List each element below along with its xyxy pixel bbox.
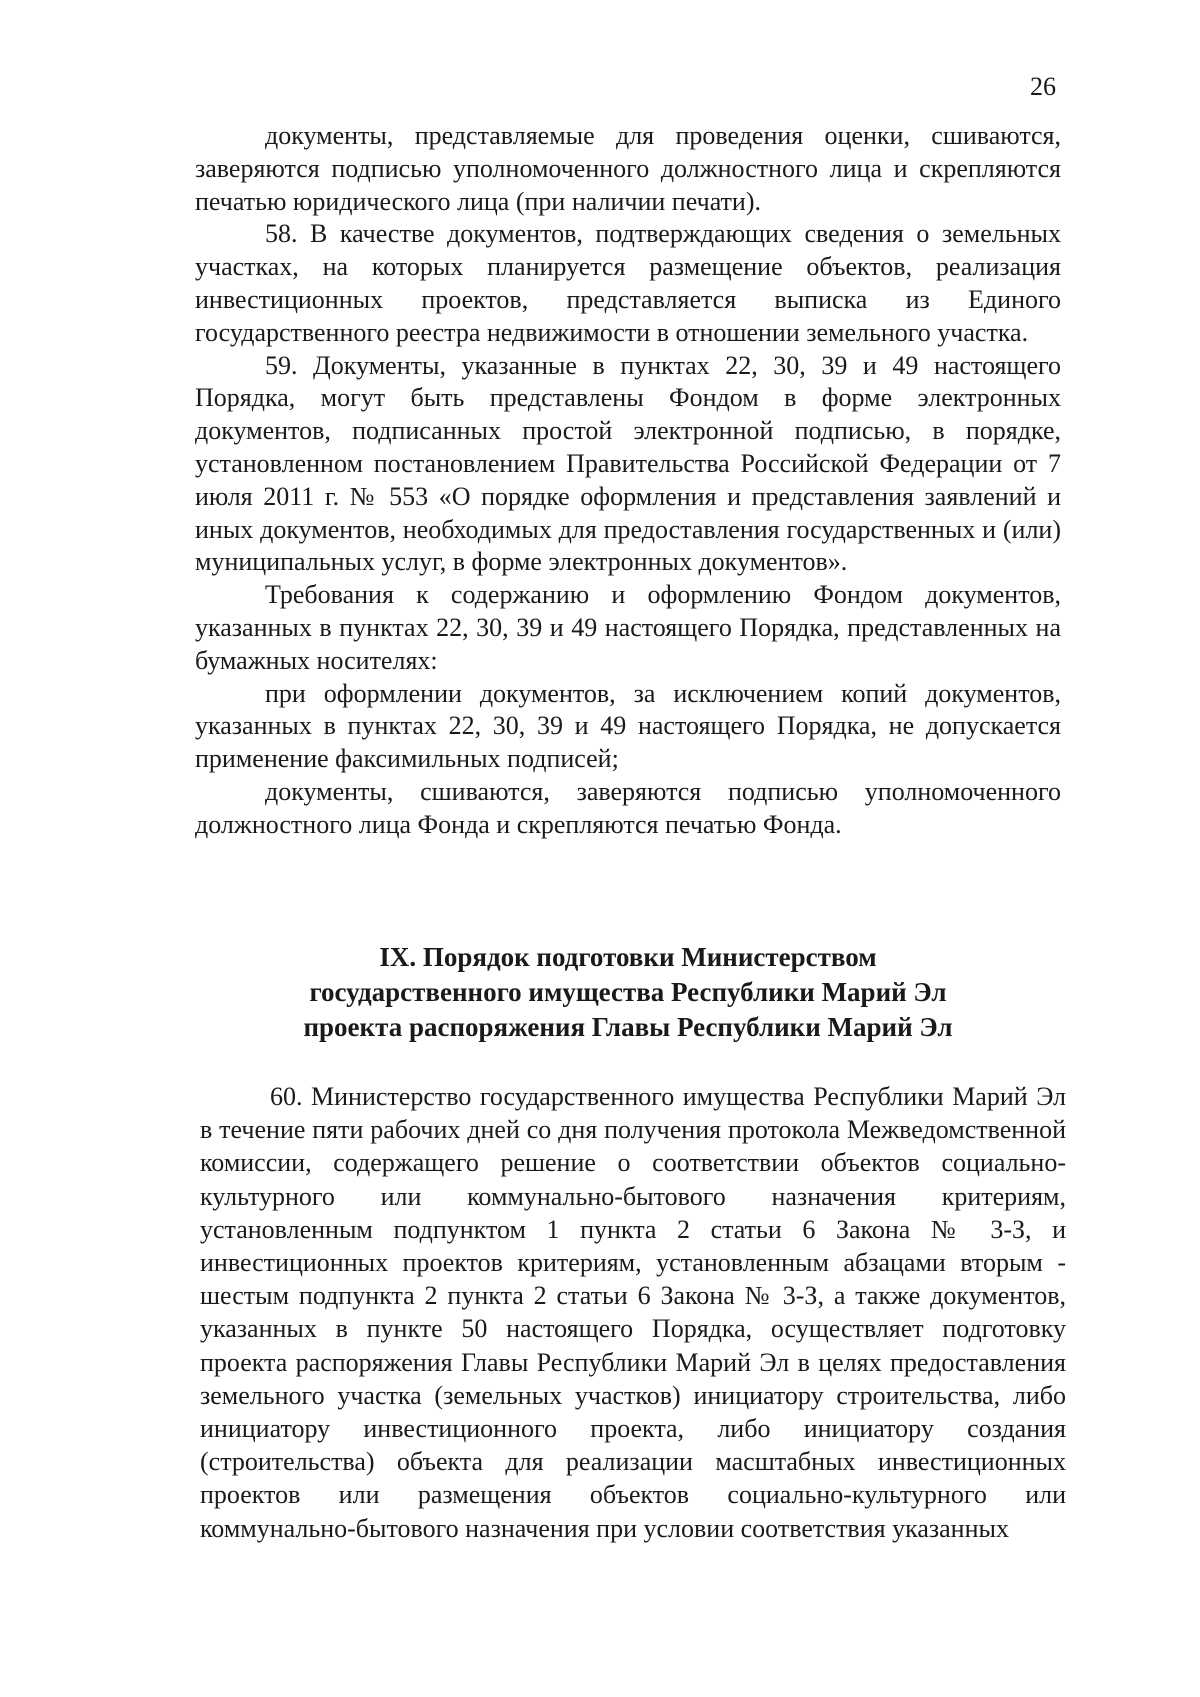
paragraph-58: 58. В качестве документов, подтверждающих сведения о земельных участках, на которых планируется размещение объектов, реализация инвестиционных проектов, представляется выписка из Единого государственного реестра недвижимости в отношении земельного участка. bbox=[195, 219, 1061, 347]
paragraph-59: 59. Документы, указанные в пунктах 22, 30, 39 и 49 настоящего Порядка, могут быть представлены Фондом в форме электронных документов, подписанных простой электронной подписью, в порядке, установленном постановлением Правительства Российской Федерации от 7 июля 2011 г. № 553 «О порядке оформления и представления заявлений и иных документов, необходимых для предоставления государственных и (или) муниципальных услуг, в форме электронных документов». bbox=[195, 350, 1061, 577]
section-heading-line-2: государственного имущества Республики Марий Эл bbox=[309, 977, 947, 1007]
section-heading-line-1: IX. Порядок подготовки Министерством bbox=[379, 942, 877, 972]
paragraph-requirements: Требования к содержанию и оформлению Фондом документов, указанных в пунктах 22, 30, 39 и 49 настоящего Порядка, представленных на бумажных носителях: bbox=[195, 580, 1061, 675]
paragraph-facsimile: при оформлении документов, за исключением копий документов, указанных в пунктах 22, 30, 39 и 49 настоящего Порядка, не допускается применение факсимильных подписей; bbox=[195, 678, 1061, 774]
body-text-bottom bbox=[200, 1080, 1066, 1545]
paragraph-60: 60. Министерство государственного имущества Республики Марий Эл в течение пяти рабочих дней со дня получения протокола Межведомственной комиссии, содержащего решение о соответствии объектов социально-культурного или коммунально-бытового назначения критериям, установленным подпунктом 1 пункта 2 статьи 6 Закона № 3-З, и инвестиционных проектов критериям, установленным абзацами вторым - шестым подпункта 2 пункта 2 статьи 6 Закона № 3-З, а также документов, указанных в пункте 50 настоящего Порядка, осуществляет подготовку проекта распоряжения Главы Республики Марий Эл в целях предоставления земельного участка (земельных участков) инициатору строительства, либо инициатору инвестиционного проекта, либо инициатору создания (строительства) объекта для реализации масштабных инвестиционных проектов или размещения объектов социально-культурного или коммунально-бытового назначения при условии соответствия указанных bbox=[200, 1082, 1066, 1543]
body-text-top bbox=[195, 120, 1061, 842]
section-heading bbox=[195, 940, 1061, 1045]
section-heading-line-3: проекта распоряжения Главы Республики Марий Эл bbox=[303, 1012, 953, 1042]
page-number: 26 bbox=[1030, 72, 1056, 101]
paragraph-continuation: документы, представляемые для проведения оценки, сшиваются, заверяются подписью уполномоченного должностного лица и скрепляются печатью юридического лица (при наличии печати). bbox=[195, 121, 1061, 216]
paragraph-sewing: документы, сшиваются, заверяются подписью уполномоченного должностного лица Фонда и скрепляются печатью Фонда. bbox=[195, 776, 1061, 839]
